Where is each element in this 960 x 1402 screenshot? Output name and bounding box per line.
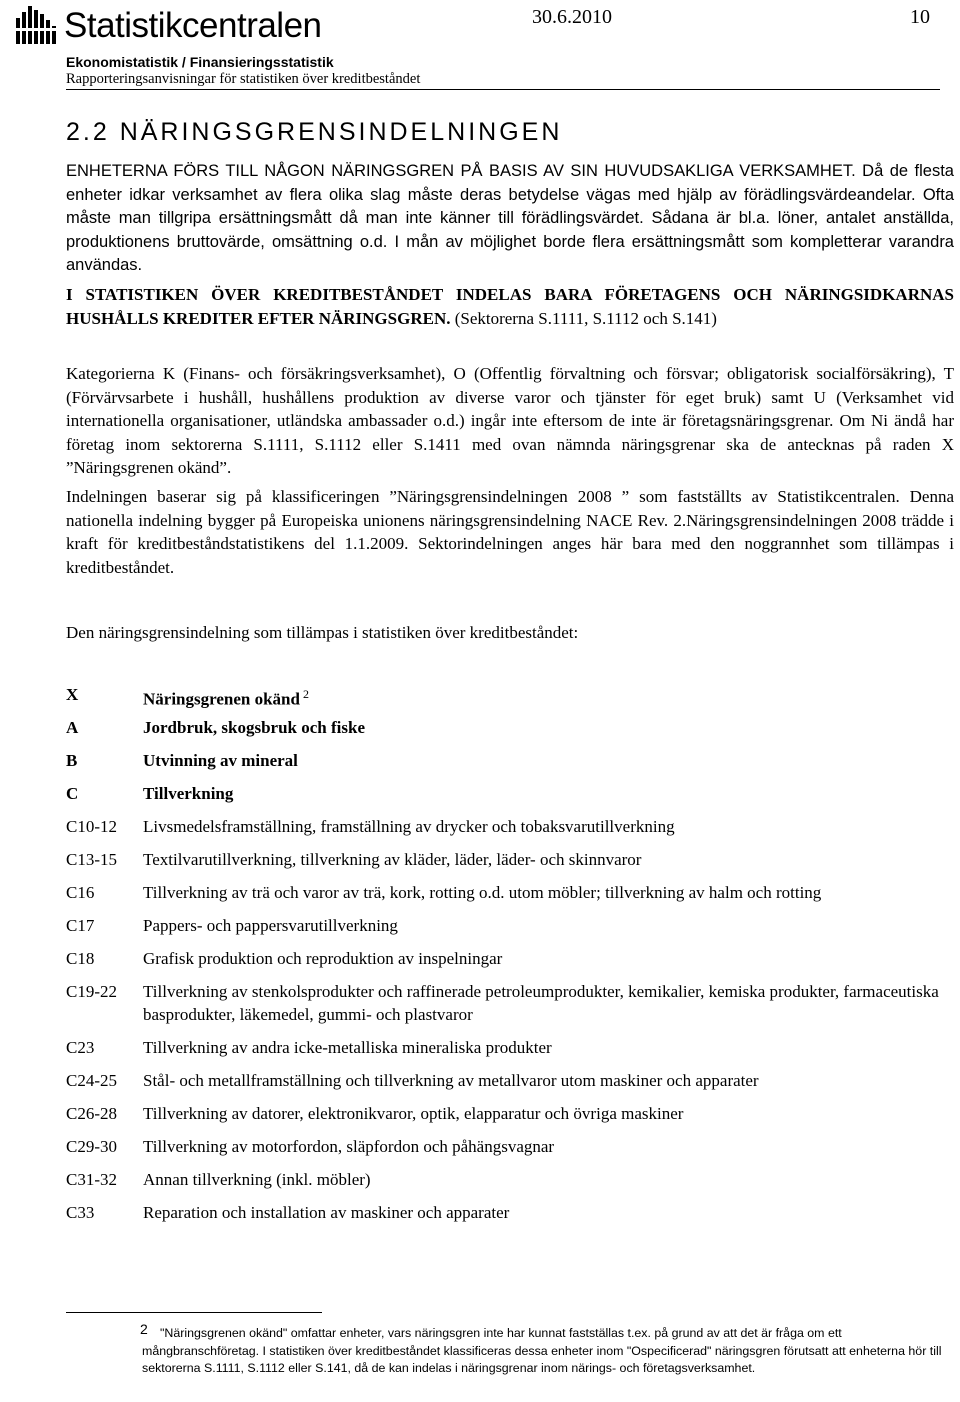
category-code: C17 xyxy=(66,916,95,935)
category-row xyxy=(66,749,956,782)
header-department: Ekonomistatistik / Finansieringsstatistik xyxy=(66,54,334,70)
category-label xyxy=(143,782,956,805)
category-label xyxy=(143,815,956,838)
category-label-text: Pappers- och pappersvarutillverkning xyxy=(143,916,398,935)
category-code: C24-25 xyxy=(66,1071,117,1090)
category-row xyxy=(66,947,956,980)
industry-category-list xyxy=(66,683,956,1234)
category-label xyxy=(143,1135,956,1158)
category-label xyxy=(143,1102,956,1125)
category-label xyxy=(143,881,956,904)
footnote-divider xyxy=(66,1312,322,1313)
category-row xyxy=(66,914,956,947)
category-label xyxy=(143,914,956,937)
category-code: C10-12 xyxy=(66,817,117,836)
footnote-text: "Näringsgrenen okänd" omfattar enheter, vars näringsgren inte har kunnat fastställas t.ex. på grund av att det är fråga om ett mångbranschföretag. I statistiken över kreditbeståndet klassificeras dessa enheter inom "Ospecificerad" näringsgren förutsatt att enheterna hör till sektorerna S.1111, S.1112 eller S.141, då de kan indelas i näringsgrenar inom närings- och företagsverksamhet. xyxy=(142,1326,942,1376)
category-row xyxy=(66,1069,956,1102)
category-label xyxy=(143,848,956,871)
category-label-text: Näringsgrenen okänd xyxy=(143,689,300,709)
category-label xyxy=(143,1201,956,1224)
category-label-text: Tillverkning av trä och varor av trä, kork, rotting o.d. utom möbler; tillverkning av halm och rotting xyxy=(143,883,822,902)
category-code: C13-15 xyxy=(66,850,117,869)
category-label-text: Tillverkning av motorfordon, släpfordon och påhängsvagnar xyxy=(143,1137,555,1156)
logo-text: Statistikcentralen xyxy=(64,6,322,45)
category-code: C xyxy=(66,784,79,803)
category-row xyxy=(66,1036,956,1069)
category-label xyxy=(143,1069,956,1092)
category-code: C23 xyxy=(66,1038,95,1057)
category-code: C31-32 xyxy=(66,1170,117,1189)
category-label-text: Tillverkning av andra icke-metalliska mineraliska produkter xyxy=(143,1038,552,1057)
logo-bars-icon xyxy=(14,4,58,48)
category-row xyxy=(66,683,956,716)
category-label xyxy=(143,716,956,739)
header-date: 30.6.2010 xyxy=(532,6,612,28)
category-row xyxy=(66,815,956,848)
category-label xyxy=(143,1036,956,1059)
category-label-text: Grafisk produktion och reproduktion av inspelningar xyxy=(143,949,503,968)
category-row xyxy=(66,1135,956,1168)
category-label-text: Annan tillverkning (inkl. möbler) xyxy=(143,1170,371,1189)
category-label xyxy=(143,683,956,711)
category-label-text: Textilvarutillverkning, tillverkning av kläder, läder, läder- och skinnvaror xyxy=(143,850,642,869)
footnote-number: 2 xyxy=(140,1321,148,1337)
category-code: C19-22 xyxy=(66,982,117,1001)
paragraph-4: Indelningen baserar sig på klassificeringen ”Näringsgrensindelningen 2008 ” som fastställts av Statistikcentralen. Denna nationella indelning bygger på Europeiska unionens näringsgrensindelning NACE Rev. 2.Näringsgrensindelningen 2008 trädde i kraft för kreditbeståndstatistikens del 1.1.2009. Sektorindelningen anges här bara med den noggrannhet som tillämpas i kreditbeståndet. xyxy=(66,487,954,577)
category-code: C18 xyxy=(66,949,95,968)
paragraph-2 xyxy=(66,283,954,330)
category-code: C29-30 xyxy=(66,1137,117,1156)
category-label-text: Tillverkning xyxy=(143,784,234,803)
header-subtitle: Rapporteringsanvisningar för statistiken över kreditbeståndet xyxy=(66,71,421,87)
category-label-text: Reparation och installation av maskiner och apparater xyxy=(143,1203,510,1222)
paragraph-5: Den näringsgrensindelning som tillämpas i statistiken över kreditbeståndet: xyxy=(66,623,579,642)
section-title: 2.2 NÄRINGSGRENSINDELNINGEN xyxy=(66,118,563,146)
category-label-text: Tillverkning av stenkolsprodukter och raffinerade petroleumprodukter, kemikalier, kemiska produkter, farmaceutiska basprodukter, läkemedel, gummi- och plastvaror xyxy=(143,982,939,1024)
category-row xyxy=(66,881,956,914)
category-label-text: Stål- och metallframställning och tillverkning av metallvaror utom maskiner och apparater xyxy=(143,1071,759,1090)
category-code: B xyxy=(66,751,78,770)
category-label xyxy=(143,749,956,772)
footnote-reference: 2 xyxy=(302,687,309,701)
category-row xyxy=(66,980,956,1036)
paragraph-2-sectors: (Sektorerna S.1111, S.1112 och S.141) xyxy=(450,308,717,328)
category-label xyxy=(143,980,956,1026)
category-row xyxy=(66,1201,956,1234)
page-number: 10 xyxy=(910,6,930,28)
category-code: X xyxy=(66,685,79,704)
category-label-text: Tillverkning av datorer, elektronikvaror, optik, elapparatur och övriga maskiner xyxy=(143,1104,684,1123)
category-label-text: Jordbruk, skogsbruk och fiske xyxy=(143,718,366,737)
category-row xyxy=(66,716,956,749)
category-row xyxy=(66,1102,956,1135)
footnote xyxy=(140,1321,954,1378)
category-code: C33 xyxy=(66,1203,95,1222)
category-code: C26-28 xyxy=(66,1104,117,1123)
category-code: A xyxy=(66,718,79,737)
category-row xyxy=(66,782,956,815)
paragraph-2-emphasis: I STATISTIKEN ÖVER KREDITBESTÅNDET INDELAS BARA FÖRETAGENS OCH NÄRINGSIDKARNAS HUSHÅLLS KREDITER EFTER NÄRINGSGREN. xyxy=(66,285,954,328)
category-label xyxy=(143,947,956,970)
category-label-text: Utvinning av mineral xyxy=(143,751,298,770)
category-label xyxy=(143,1168,956,1191)
header-divider xyxy=(66,89,940,90)
category-row xyxy=(66,1168,956,1201)
statistikcentralen-logo xyxy=(14,4,322,48)
paragraph-1: ENHETERNA FÖRS TILL NÅGON NÄRINGSGREN PÅ BASIS AV SIN HUVUDSAKLIGA VERKSAMHET. Då de flesta enheter idkar verksamhet av flera olika slag måste deras betydelse vägas med hjälp av förädlingsvärdeandelar. Ofta måste man tillgripa ersättningsmått då man inte känner till förädlingsvärdet. Sådana är bl.a. löner, antalet anställda, produktionens bruttovärde, omsättning o.d. I mån av möjlighet borde flera ersättningsmått som kompletterar varandra användas. xyxy=(66,162,954,275)
paragraph-3: Kategorierna K (Finans- och försäkringsverksamhet), O (Offentlig förvaltning och försvar; obligatorisk socialförsäkring), T (Förvärvsarbete i hushåll, hushållens produktion av diverse varor och tjänster för eget bruk) samt U (Verksamhet vid internationella organisationer, utländska ambassader o.d.) ingår inte eftersom de inte är företagsnäringsgrenar. Om Ni ändå har företag inom sektorerna S.1111, S.1112 eller S.1411 med ovan nämnda näringsgrenar ska de antecknas på raden X ”Näringsgrenen okänd”. xyxy=(66,364,954,477)
category-row xyxy=(66,848,956,881)
category-label-text: Livsmedelsframställning, framställning av drycker och tobaksvarutillverkning xyxy=(143,817,675,836)
category-code: C16 xyxy=(66,883,95,902)
